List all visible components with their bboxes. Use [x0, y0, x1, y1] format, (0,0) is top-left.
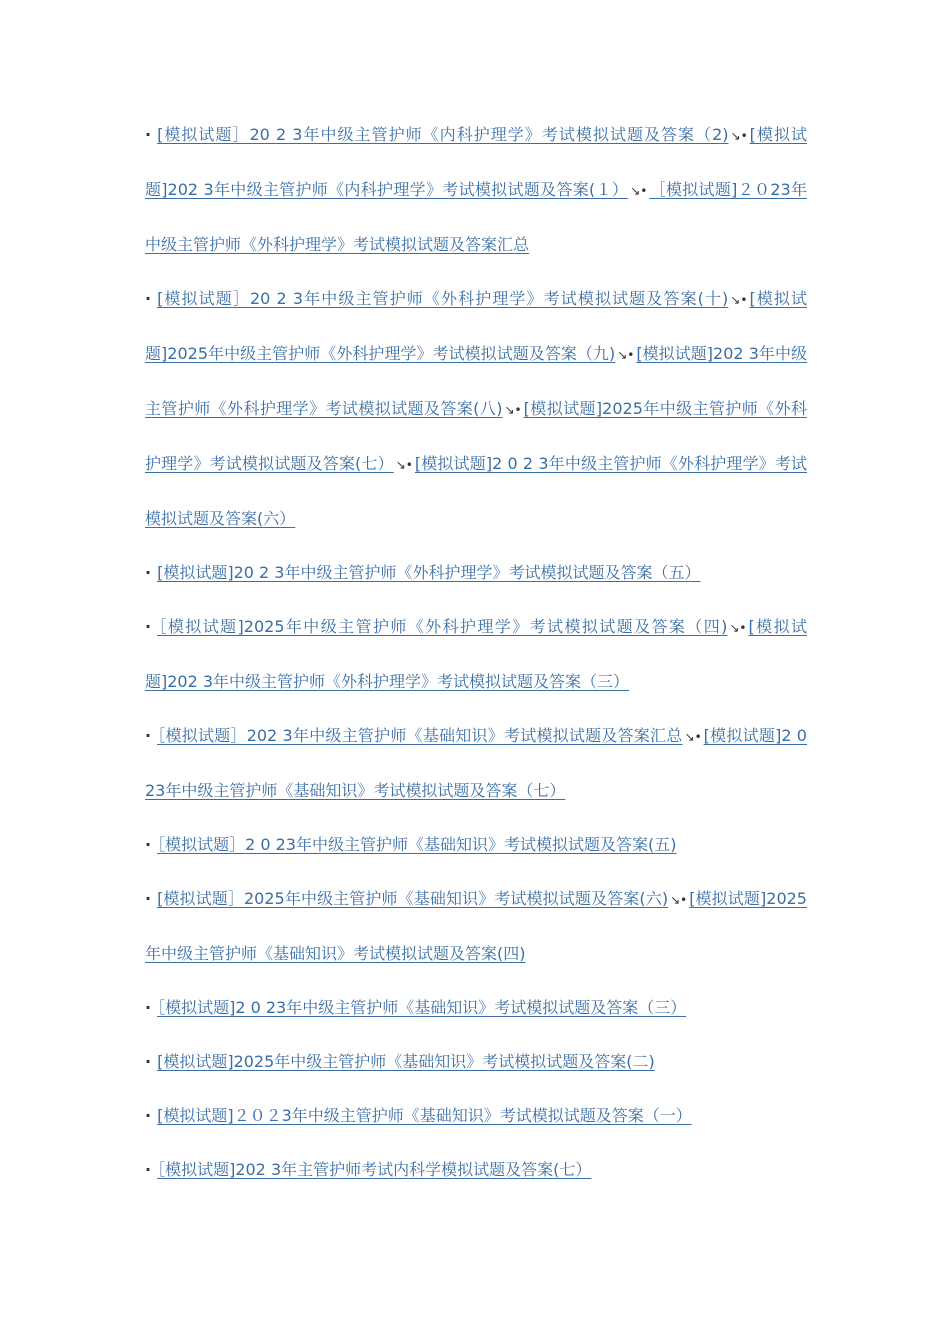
exam-link[interactable]: [模拟试题]2025年中级主管护师《外科护理学》考试模拟试题及答案(七） [145, 399, 807, 473]
link-separator: ↘• [395, 458, 413, 472]
bullet-marker: · [145, 1106, 152, 1125]
exam-link[interactable]: [模拟试题]2025年中级主管护师《基础知识》考试模拟试题及答案(四) [145, 889, 807, 963]
bullet-marker: · [145, 889, 152, 908]
bullet-marker: · [145, 1052, 152, 1071]
link-paragraph [145, 818, 807, 872]
document-page [145, 108, 807, 1197]
link-separator: ↘• [670, 893, 688, 907]
exam-link[interactable]: ［模拟试题］2 0 23年中级主管护师《基础知识》考试模拟试题及答案(五) [157, 835, 677, 854]
link-separator: ↘• [730, 129, 748, 143]
bullet-marker: · [145, 835, 152, 854]
exam-link[interactable]: [模拟试题]2 0 23年中级主管护师《基础知识》考试模拟试题及答案（七） [145, 726, 807, 800]
bullet-marker: · [145, 1160, 152, 1179]
bullet-marker: · [145, 726, 152, 745]
exam-link[interactable]: [模拟试题]20 2 3年中级主管护师《外科护理学》考试模拟试题及答案（五） [157, 563, 701, 582]
link-paragraph [145, 981, 807, 1035]
link-paragraph [145, 600, 807, 709]
link-separator: ↘• [684, 730, 702, 744]
exam-link[interactable]: ［模拟试题]2 0 23年中级主管护师《基础知识》考试模拟试题及答案（三） [157, 998, 687, 1017]
exam-link[interactable]: [模拟试题]2 0 2 3年中级主管护师《外科护理学》考试模拟试题及答案(六） [145, 454, 807, 528]
exam-link[interactable]: [模拟试题］20 2 3年中级主管护师《内科护理学》考试模拟试题及答案（2) [157, 125, 729, 144]
exam-link[interactable]: [模拟试题]202 3年中级主管护师《外科护理学》考试模拟试题及答案（三） [145, 617, 807, 691]
bullet-marker: · [145, 289, 152, 308]
link-separator: ↘• [630, 184, 648, 198]
exam-link[interactable]: [模拟试题］2025年中级主管护师《基础知识》考试模拟试题及答案(六) [157, 889, 669, 908]
exam-link[interactable]: ［模拟试题]2025年中级主管护师《外科护理学》考试模拟试题及答案（四) [157, 617, 728, 636]
bullet-marker: · [145, 617, 152, 636]
exam-link[interactable]: [模拟试题]202 3年中级主管护师《内科护理学》考试模拟试题及答案(１） [145, 125, 807, 199]
link-paragraph [145, 1089, 807, 1143]
bullet-marker: · [145, 125, 152, 144]
exam-link[interactable]: [模拟试题]2025年中级主管护师《外科护理学》考试模拟试题及答案（九) [145, 289, 807, 363]
link-paragraph [145, 709, 807, 818]
link-separator: ↘• [729, 621, 747, 635]
link-paragraph [145, 872, 807, 981]
bullet-marker: · [145, 998, 152, 1017]
link-paragraph [145, 1143, 807, 1197]
exam-link[interactable]: [模拟试题]２０２3年中级主管护师《基础知识》考试模拟试题及答案（一） [157, 1106, 692, 1125]
bullet-marker: · [145, 563, 152, 582]
exam-link[interactable]: ［模拟试题］202 3年中级主管护师《基础知识》考试模拟试题及答案汇总 [157, 726, 683, 745]
link-separator: ↘• [730, 293, 748, 307]
link-separator: ↘• [617, 348, 635, 362]
exam-link[interactable]: [模拟试题]2025年中级主管护师《基础知识》考试模拟试题及答案(二) [157, 1052, 655, 1071]
link-paragraph [145, 546, 807, 600]
exam-link[interactable]: ［模拟试题]２０23年中级主管护师《外科护理学》考试模拟试题及答案汇总 [145, 180, 807, 254]
link-separator: ↘• [504, 403, 522, 417]
link-paragraph [145, 1035, 807, 1089]
exam-link[interactable]: [模拟试题］20 2 3年中级主管护师《外科护理学》考试模拟试题及答案(十) [157, 289, 729, 308]
exam-link[interactable]: [模拟试题]202 3年中级主管护师《外科护理学》考试模拟试题及答案(八) [145, 344, 807, 418]
exam-link[interactable]: ［模拟试题]202 3年主管护师考试内科学模拟试题及答案(七） [157, 1160, 592, 1179]
link-paragraph [145, 108, 807, 272]
link-paragraph [145, 272, 807, 546]
